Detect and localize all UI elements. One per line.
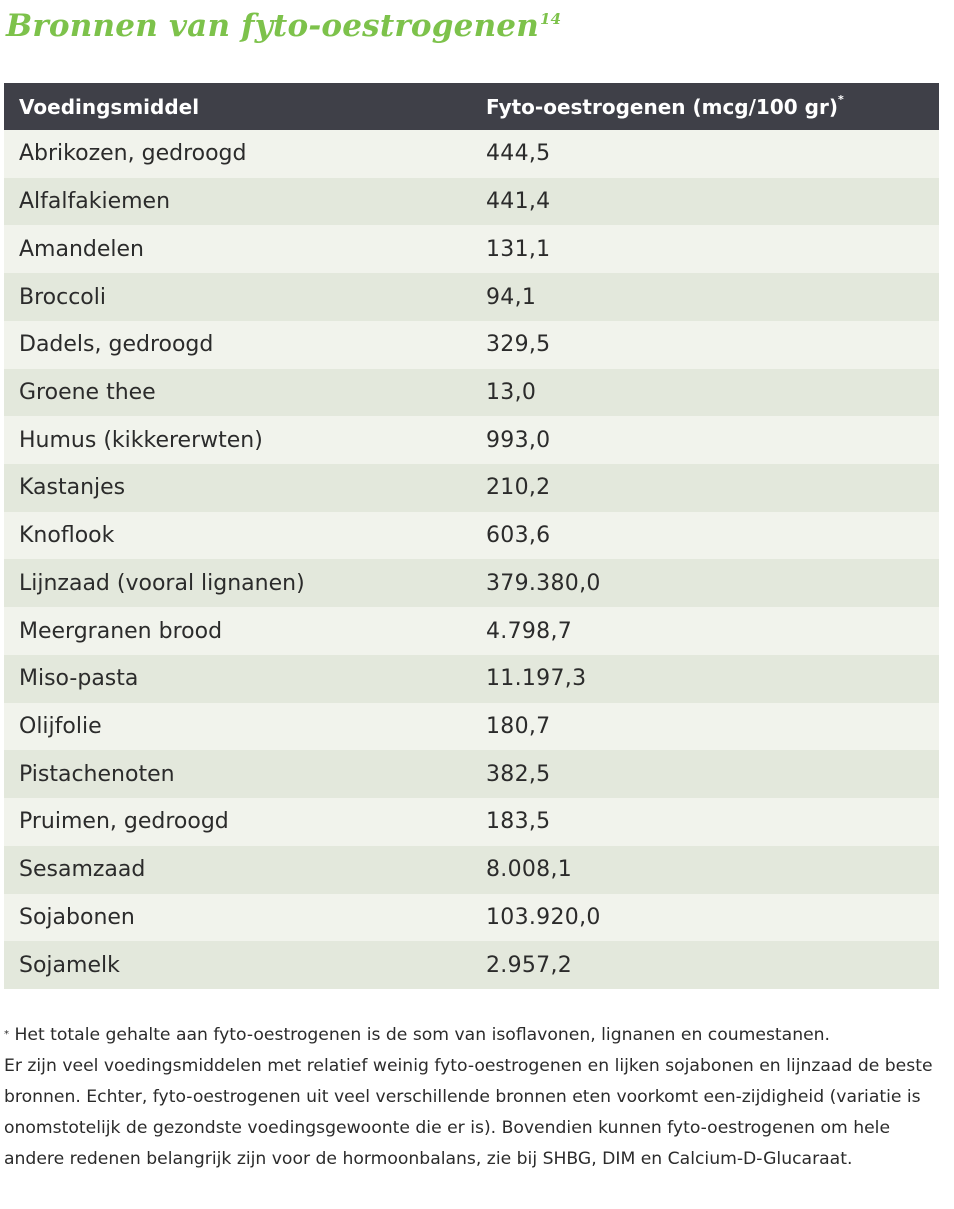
cell-food: Sojabonen <box>19 904 135 930</box>
cell-value: 379.380,0 <box>486 570 601 596</box>
cell-value: 8.008,1 <box>486 857 573 883</box>
table-row <box>4 941 939 989</box>
cell-food: Broccoli <box>19 284 106 310</box>
cell-food: Meergranen brood <box>19 618 223 644</box>
cell-food: Pistachenoten <box>19 761 175 787</box>
cell-food: Groene thee <box>19 379 156 405</box>
table-header-row <box>4 83 939 130</box>
table-row <box>4 559 939 607</box>
cell-food: Miso-pasta <box>19 666 139 692</box>
table-row <box>4 130 939 178</box>
cell-food: Lijnzaad (vooral lignanen) <box>19 570 305 596</box>
footnote-line1-text: Het totale gehalte aan fyto-oestrogenen is de som van isoflavonen, lignanen en coumestanen. <box>9 1025 831 1045</box>
table-row <box>4 464 939 512</box>
cell-food: Abrikozen, gedroogd <box>19 141 247 167</box>
footnote-mark: * <box>4 1029 9 1040</box>
cell-value: 4.798,7 <box>486 618 573 644</box>
cell-value: 103.920,0 <box>486 904 601 930</box>
table-row <box>4 750 939 798</box>
cell-food: Olijfolie <box>19 713 102 739</box>
table-row <box>4 655 939 703</box>
title-text: Bronnen van fyto-oestrogenen <box>6 8 539 44</box>
table-body <box>4 130 939 989</box>
cell-value: 441,4 <box>486 189 551 215</box>
cell-value: 210,2 <box>486 475 551 501</box>
cell-food: Pruimen, gedroogd <box>19 809 229 835</box>
table-row <box>4 321 939 369</box>
cell-food: Amandelen <box>19 236 144 262</box>
footnote <box>4 1020 939 1175</box>
table-row <box>4 607 939 655</box>
cell-food: Alfalfakiemen <box>19 189 171 215</box>
cell-value: 603,6 <box>486 523 551 549</box>
table-row <box>4 512 939 560</box>
table-row <box>4 846 939 894</box>
table-row <box>4 894 939 942</box>
table-row <box>4 273 939 321</box>
cell-food: Sesamzaad <box>19 857 146 883</box>
cell-value: 11.197,3 <box>486 666 587 692</box>
table-row <box>4 416 939 464</box>
phytoestrogen-table <box>4 83 939 989</box>
cell-food: Kastanjes <box>19 475 126 501</box>
cell-value: 180,7 <box>486 713 551 739</box>
cell-food: Dadels, gedroogd <box>19 332 214 358</box>
table-row <box>4 369 939 417</box>
footnote-line1 <box>4 1020 939 1051</box>
cell-value: 183,5 <box>486 809 551 835</box>
header-value <box>471 92 844 119</box>
header-value-text: Fyto-oestrogenen (mcg/100 gr) <box>486 94 838 119</box>
header-value-mark: * <box>837 92 844 106</box>
header-food: Voedingsmiddel <box>19 94 200 119</box>
cell-value: 2.957,2 <box>486 952 573 978</box>
cell-value: 382,5 <box>486 761 551 787</box>
footnote-body: Er zijn veel voedingsmiddelen met relatief weinig fyto-oestrogenen en lijken sojabonen en lijnzaad de beste bronnen. Echter, fyto-oestrogenen uit veel verschillende bronnen eten voorkomt een-zijdigheid (variatie is onomstotelijk de gezondste voedingsgewoonte die er is). Bovendien kunnen fyto-oestrogenen om hele andere redenen belangrijk zijn voor de hormoonbalans, zie bij SHBG, DIM en Calcium-D-Glucaraat. <box>4 1056 933 1169</box>
cell-value: 131,1 <box>486 236 551 262</box>
cell-value: 329,5 <box>486 332 551 358</box>
cell-food: Sojamelk <box>19 952 120 978</box>
cell-food: Knoflook <box>19 523 115 549</box>
cell-value: 444,5 <box>486 141 551 167</box>
cell-value: 13,0 <box>486 379 537 405</box>
cell-value: 993,0 <box>486 427 551 453</box>
title-footnote-ref: 14 <box>539 10 562 28</box>
table-row <box>4 178 939 226</box>
page-title <box>6 8 561 50</box>
table-row <box>4 703 939 751</box>
table-row <box>4 798 939 846</box>
cell-value: 94,1 <box>486 284 537 310</box>
table-row <box>4 225 939 273</box>
cell-food: Humus (kikkererwten) <box>19 427 263 453</box>
